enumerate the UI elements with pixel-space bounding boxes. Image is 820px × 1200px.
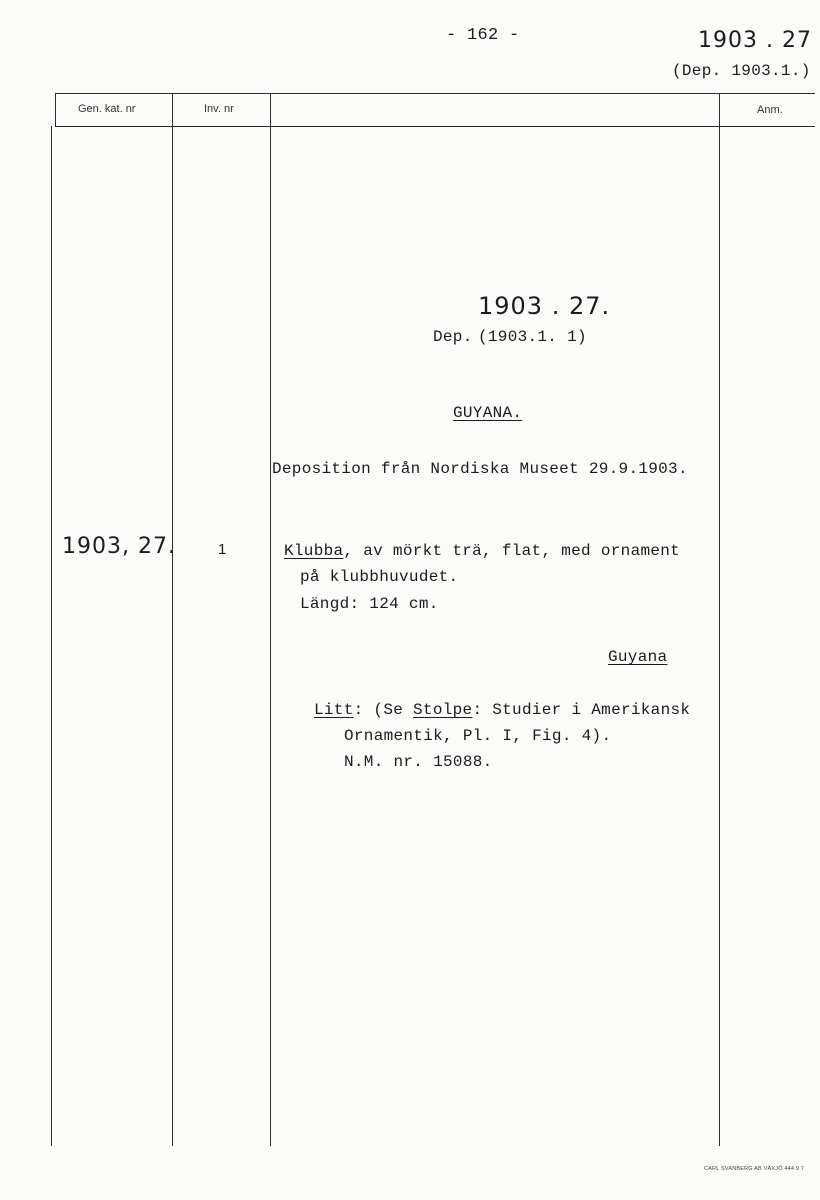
litt-author: Stolpe <box>413 701 473 719</box>
catalogue-number-handwritten: 1903 . 27. <box>478 292 611 320</box>
entry-museum-number: N.M. nr. 15088. <box>344 753 493 771</box>
header-inv-nr: Inv. nr <box>204 103 234 115</box>
region-heading: GUYANA. <box>453 404 523 422</box>
entry-description-line1 <box>284 542 680 560</box>
entry-literature-line1 <box>314 701 690 719</box>
litt-label: Litt <box>314 701 354 719</box>
entry-title-word: Klubba <box>284 542 344 560</box>
entry-line1-rest: , av mörkt trä, flat, med ornament <box>343 542 681 560</box>
entry-length: Längd: 124 cm. <box>300 595 439 613</box>
column-divider-inv-desc <box>270 93 271 1146</box>
entry-region: Guyana <box>608 648 668 666</box>
accession-number-handwritten: 1903 . 27 <box>698 28 812 53</box>
deposit-number: (Dep. 1903.1.) <box>672 62 811 80</box>
litt-pre: : (Se <box>353 701 414 719</box>
entry-literature-line2: Ornamentik, Pl. I, Fig. 4). <box>344 727 612 745</box>
deposition-line: Deposition från Nordiska Museet 29.9.1903. <box>272 460 688 478</box>
page-number: - 162 - <box>446 26 520 45</box>
header-anm: Anm. <box>757 104 783 116</box>
header-gen-kat-nr: Gen. kat. nr <box>78 103 136 115</box>
entry-description-line2: på klubbhuvudet. <box>300 568 459 586</box>
printer-imprint: CARL SVANBERG AB VÄXJÖ 444 9 7 <box>704 1166 805 1172</box>
table-top-border <box>55 93 815 94</box>
table-left-border <box>55 93 56 127</box>
column-divider-desc-anm <box>719 93 720 1146</box>
column-divider-gen-inv <box>172 93 173 1146</box>
column-left-line <box>51 126 52 1146</box>
dep-value: (1903.1. 1) <box>478 328 587 346</box>
dep-prefix: Dep. <box>433 328 473 346</box>
entry-gen-kat-nr: 1903, 27. <box>62 534 176 559</box>
litt-post: : Studier i Amerikansk <box>472 701 691 719</box>
table-header-border <box>55 126 815 127</box>
entry-inv-nr: 1 <box>218 541 227 558</box>
